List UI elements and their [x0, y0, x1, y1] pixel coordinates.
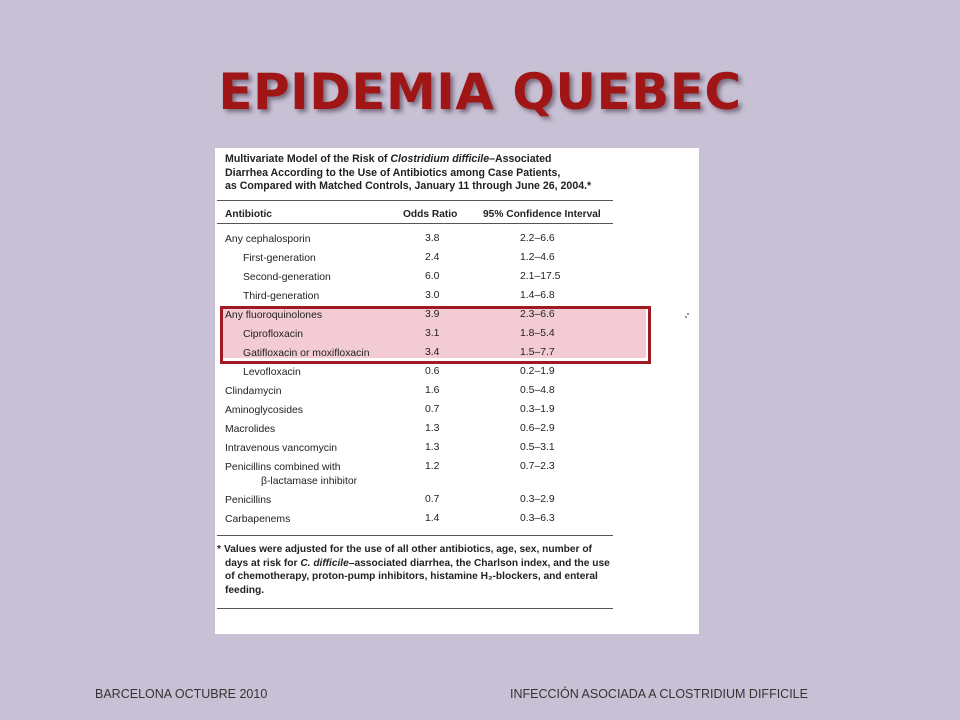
- table-title-part2: –Associated: [489, 153, 552, 165]
- table-header-rule: [217, 223, 613, 224]
- row-odds-ratio: 2.4: [425, 252, 440, 263]
- row-antibiotic: Gatifloxacin or moxifloxacin: [243, 348, 370, 359]
- table-footnote: [217, 543, 617, 597]
- table-bottom-rule: [217, 535, 613, 536]
- column-header-odds-ratio: Odds Ratio: [403, 209, 458, 220]
- footnote-line3: of chemotherapy, proton-pump inhibitors, histamine H₂-blockers, and enteral: [225, 571, 598, 583]
- footer-left: BARCELONA OCTUBRE 2010: [95, 687, 268, 701]
- row-odds-ratio: 0.7: [425, 494, 440, 505]
- scanned-table-image: [215, 148, 699, 634]
- row-antibiotic: First-generation: [243, 253, 316, 264]
- row-antibiotic: Any fluoroquinolones: [225, 310, 323, 321]
- row-antibiotic: Intravenous vancomycin: [225, 443, 338, 454]
- highlight-box: [220, 306, 651, 364]
- row-ci: 1.5–7.7: [520, 347, 555, 358]
- footnote-line4: feeding.: [225, 584, 265, 596]
- scan-speck: [687, 313, 689, 315]
- footer-right: INFECCIÓN ASOCIADA A CLOSTRIDIUM DIFFICILE: [510, 687, 808, 701]
- row-ci: 0.3–6.3: [520, 513, 555, 524]
- footnote-star: *: [217, 544, 221, 555]
- row-odds-ratio: 3.9: [425, 309, 440, 320]
- row-ci: 2.2–6.6: [520, 233, 555, 244]
- table-top-rule: [217, 200, 613, 201]
- footnote-line2-part1: days at risk for: [225, 557, 301, 569]
- row-antibiotic-line2: β-lactamase inhibitor: [261, 476, 358, 487]
- row-ci: 2.3–6.6: [520, 309, 555, 320]
- row-ci: 0.3–1.9: [520, 404, 555, 415]
- table-title-italic: Clostridium difficile: [390, 153, 490, 165]
- row-odds-ratio: 3.1: [425, 328, 440, 339]
- row-ci: 1.4–6.8: [520, 290, 555, 301]
- table-title: [225, 153, 620, 194]
- footnote-line1: Values were adjusted for the use of all other antibiotics, age, sex, number of: [223, 544, 592, 555]
- row-ci: 0.5–4.8: [520, 385, 555, 396]
- row-ci: 0.5–3.1: [520, 442, 555, 453]
- row-ci: 1.2–4.6: [520, 252, 555, 263]
- row-antibiotic: Second-generation: [243, 272, 331, 283]
- row-odds-ratio: 0.7: [425, 404, 440, 415]
- row-antibiotic: Levofloxacin: [243, 367, 301, 378]
- row-antibiotic: Third-generation: [243, 291, 320, 302]
- row-ci: 0.6–2.9: [520, 423, 555, 434]
- row-odds-ratio: 0.6: [425, 366, 440, 377]
- row-odds-ratio: 3.0: [425, 290, 440, 301]
- row-antibiotic: Carbapenems: [225, 514, 291, 525]
- footnote-line2-italic: C. difficile: [300, 557, 349, 569]
- table-title-part1: Multivariate Model of the Risk of: [225, 153, 391, 165]
- slide-title: EPIDEMIA QUEBEC: [218, 63, 742, 121]
- footnote-bottom-rule: [217, 608, 613, 609]
- row-antibiotic: Macrolides: [225, 424, 276, 435]
- row-odds-ratio: 1.2: [425, 461, 440, 472]
- row-antibiotic: Penicillins combined with: [225, 462, 341, 473]
- row-odds-ratio: 3.4: [425, 347, 440, 358]
- row-ci: 2.1–17.5: [520, 271, 561, 282]
- row-ci: 0.2–1.9: [520, 366, 555, 377]
- row-antibiotic: Aminoglycosides: [225, 405, 303, 416]
- row-odds-ratio: 1.6: [425, 385, 440, 396]
- row-antibiotic: Penicillins: [225, 495, 272, 506]
- row-antibiotic: Clindamycin: [225, 386, 282, 397]
- row-antibiotic: Any cephalosporin: [225, 234, 311, 245]
- table-title-line2: Diarrhea According to the Use of Antibiotics among Case Patients,: [225, 166, 561, 179]
- row-odds-ratio: 3.8: [425, 233, 440, 244]
- scan-speck: [685, 316, 687, 318]
- row-antibiotic: Ciprofloxacin: [243, 329, 304, 340]
- row-ci: 0.3–2.9: [520, 494, 555, 505]
- row-odds-ratio: 6.0: [425, 271, 440, 282]
- row-odds-ratio: 1.3: [425, 423, 440, 434]
- footnote-line2-part2: –associated diarrhea, the Charlson index, and the use: [348, 557, 610, 569]
- column-header-antibiotic: Antibiotic: [225, 209, 272, 220]
- row-ci: 0.7–2.3: [520, 461, 555, 472]
- column-header-ci: 95% Confidence Interval: [483, 209, 601, 220]
- row-ci: 1.8–5.4: [520, 328, 555, 339]
- row-odds-ratio: 1.3: [425, 442, 440, 453]
- table-title-line3: as Compared with Matched Controls, January 11 through June 26, 2004.*: [225, 180, 592, 193]
- row-odds-ratio: 1.4: [425, 513, 440, 524]
